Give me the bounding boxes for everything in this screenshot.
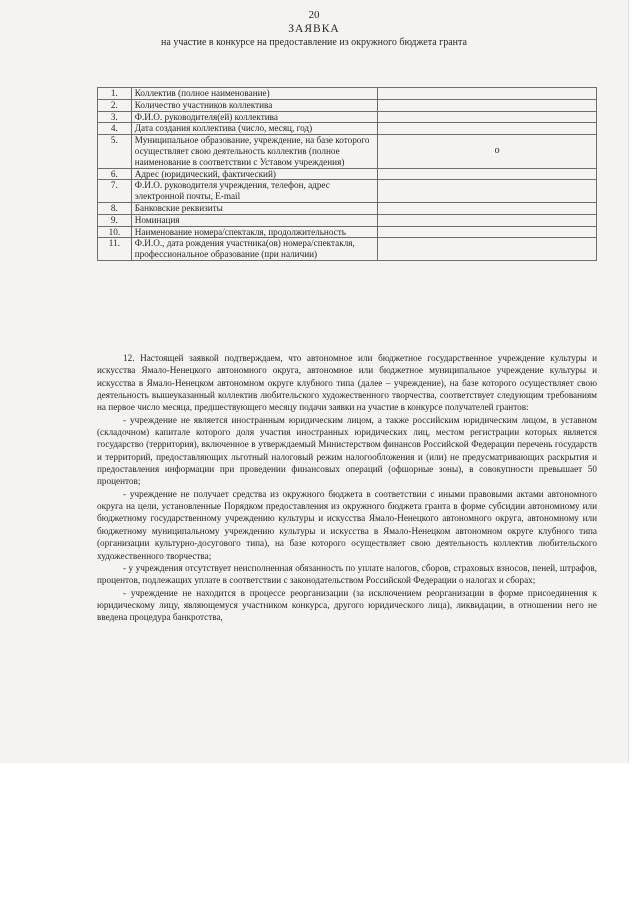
row-number: 6. <box>98 168 132 180</box>
row-number: 9. <box>98 214 132 226</box>
paragraph: - у учреждения отсутствует неисполненная обязанность по уплате налогов, сборов, страховых взносов, пеней, штрафов, процентов, подлежащих уплате в соответствии с законодательством Российской Федерации о налогах и сборах; <box>97 562 597 586</box>
row-value-mark: о <box>494 145 500 157</box>
table-row <box>98 202 597 214</box>
row-value <box>378 202 597 214</box>
declaration-text <box>97 352 597 624</box>
row-label: Дата создания коллектива (число, месяц, год) <box>131 123 377 135</box>
row-number: 8. <box>98 202 132 214</box>
row-value <box>378 111 597 123</box>
paragraph: 12. Настоящей заявкой подтверждаем, что автономное или бюджетное государственное учреждение культуры и искусства Ямало-Ненецкого автономного округа, автономное или бюджетное муниципальное учреждение культуры и искусства в Ямало-Ненецком автономном округе клубного типа (далее – учреждение), на базе которого осуществляет свою деятельность вышеуказанный коллектив любительского художественного творчества, соответствует следующим требованиям на первое число месяца, предшествующего месяцу подачи заявки на участие в конкурсе получателей грантов: <box>97 353 597 413</box>
row-label: Ф.И.О. руководителя учреждения, телефон, адрес электронной почты, E-mail <box>131 180 377 203</box>
table-row <box>98 123 597 135</box>
row-number: 4. <box>98 123 132 135</box>
row-label: Ф.И.О., дата рождения участника(ов) номера/спектакля, профессиональное образование (при наличии) <box>131 238 377 261</box>
table-row <box>98 180 597 203</box>
paragraph: - учреждение не является иностранным юридическим лицом, а также российским юридическим лицом, в уставном (складочном) капитале которого доля участия иностранных юридических лиц, местом регистрации которых является государство (территория), включенное в утверждаемый Министерством финансов Российской Федерации перечень государств и территорий, предоставляющих льготный налоговый режим налогообложения и (или) не предусматривающих раскрытия и предоставления информации при проведении финансовых операций (офшорные зоны), в совокупности превышает 50 процентов; <box>97 414 597 487</box>
row-value <box>378 168 597 180</box>
row-number: 3. <box>98 111 132 123</box>
row-value <box>378 135 597 168</box>
row-value <box>378 123 597 135</box>
row-label: Номинация <box>131 214 377 226</box>
row-number: 1. <box>98 88 132 100</box>
table-row <box>98 135 597 168</box>
table-row <box>98 99 597 111</box>
row-number: 10. <box>98 226 132 238</box>
row-value <box>378 214 597 226</box>
page-number: 20 <box>308 9 320 21</box>
row-label: Муниципальное образование, учреждение, на базе которого осуществляет свою деятельность коллектив (полное наименование в соответствии с Уставом учреждения) <box>131 135 377 168</box>
row-label: Коллектив (полное наименование) <box>131 88 377 100</box>
row-number: 5. <box>98 135 132 168</box>
row-label: Банковские реквизиты <box>131 202 377 214</box>
table-row <box>98 238 597 261</box>
table-row <box>98 214 597 226</box>
row-label: Количество участников коллектива <box>131 99 377 111</box>
table-row <box>98 168 597 180</box>
application-form-table <box>97 87 597 261</box>
table-row <box>98 111 597 123</box>
row-value <box>378 226 597 238</box>
row-label: Адрес (юридический, фактический) <box>131 168 377 180</box>
document-subtitle: на участие в конкурсе на предоставление из окружного бюджета гранта <box>161 37 467 48</box>
row-value <box>378 238 597 261</box>
row-label: Ф.И.О. руководителя(ей) коллектива <box>131 111 377 123</box>
row-number: 2. <box>98 99 132 111</box>
row-value <box>378 99 597 111</box>
paragraph: - учреждение не получает средства из окружного бюджета в соответствии с иными правовыми актами автономного округа на цели, установленные Порядком предоставления из окружного бюджета гранта в форме субсидии автономному или бюджетному государственному учреждению культуры и искусства Ямало-Ненецкого автономного округа, автономному или бюджетному муниципальному учреждению культуры и искусства в Ямало-Ненецком автономном округе клубного типа (организации культурно-досугового типа), на базе которого осуществляет свою деятельность коллектив любительского художественного творчества; <box>97 488 597 561</box>
table-row <box>98 88 597 100</box>
row-value <box>378 180 597 203</box>
row-value <box>378 88 597 100</box>
row-number: 11. <box>98 238 132 261</box>
table-row <box>98 226 597 238</box>
row-number: 7. <box>98 180 132 203</box>
document-title: ЗАЯВКА <box>288 23 340 35</box>
paragraph: - учреждение не находится в процессе реорганизации (за исключением реорганизации в форме присоединения к юридическому лицу, являющемуся участником конкурса, другого юридического лица), ликвидации, в отношении него не введена процедура банкротства, <box>97 587 597 623</box>
row-label: Наименование номера/спектакля, продолжительность <box>131 226 377 238</box>
